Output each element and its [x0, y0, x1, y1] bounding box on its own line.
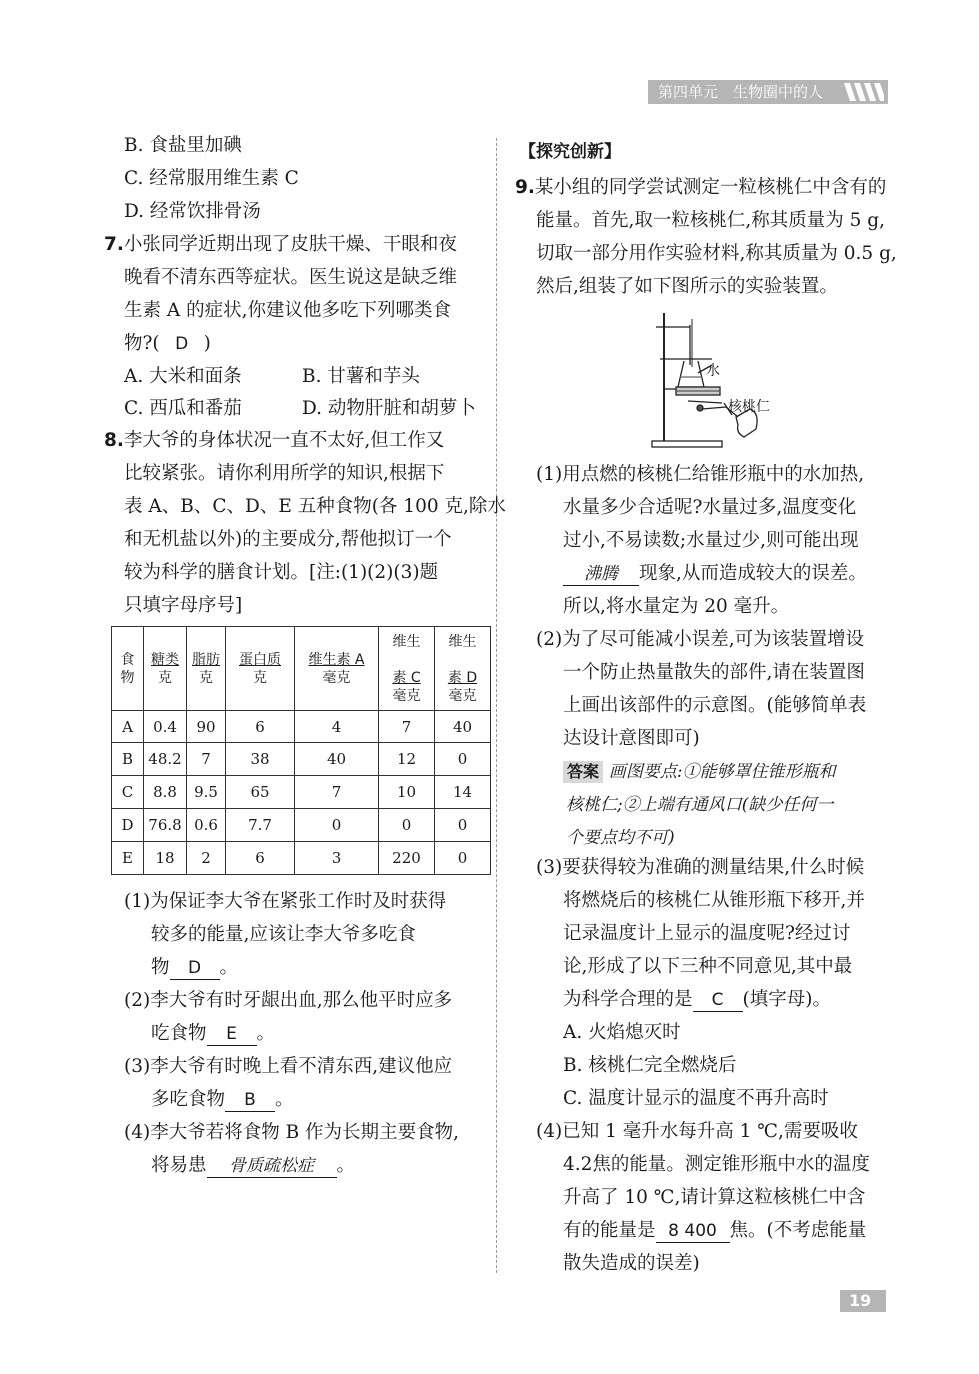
q9-line-2: 能量。首先,取一粒核桃仁,称其质量为 5 g,: [536, 210, 886, 231]
q9-sub1-answer: 沸腾: [563, 563, 639, 586]
table-row: A 0.4 90 6 4 7 40: [112, 711, 491, 743]
header-sugar: 糖类 克: [144, 627, 187, 711]
q9-sub4-answer: 8 400: [656, 1220, 730, 1243]
q9-sub1-line-5: 所以,将水量定为 20 毫升。: [563, 596, 790, 617]
q9-sub3-line-1: (3)要获得较为准确的测量结果,什么时候: [536, 857, 865, 878]
q9-sub4-line-2: 4.2焦的能量。测定锥形瓶中水的温度: [563, 1154, 870, 1175]
q9-sub1-line-4: 沸腾 现象,从而造成较大的误差。: [563, 562, 867, 586]
figure-label-water: 水: [706, 363, 720, 379]
q9-sub4-line-5: 散失造成的误差): [563, 1253, 700, 1274]
q7-option-c: C. 西瓜和番茄: [124, 398, 242, 419]
figure-label-walnut: 核桃仁: [728, 399, 770, 415]
q8-line-4: 和无机盐以外)的主要成分,帮他拟订一个: [124, 529, 452, 550]
q9-line-3: 切取一部分用作实验材料,称其质量为 0.5 g,: [536, 243, 897, 264]
q9-sub3-option-a: A. 火焰熄灭时: [563, 1022, 681, 1043]
q7-number: 7.: [104, 234, 124, 255]
q8-number: 8.: [104, 430, 124, 451]
q9-sub1-line-2: 水量多少合适呢?水量过多,温度变化: [563, 497, 857, 518]
food-nutrition-table: [111, 626, 491, 875]
q9-sub3-line-5: 为科学合理的是 C (填字母)。: [563, 989, 831, 1010]
q9-sub1-line-3: 过小,不易读数;水量过少,则可能出现: [563, 530, 859, 551]
q9-sub3-option-b: B. 核桃仁完全燃烧后: [563, 1055, 737, 1076]
header-vitamin-d: 维生 素 D 毫克: [435, 627, 491, 711]
table-row: D 76.8 0.6 7.7 0 0 0: [112, 809, 491, 842]
q9-sub2-line-1: (2)为了尽可能减小误差,可为该装置增设: [536, 629, 865, 650]
unit-header: [648, 80, 888, 104]
q7-option-d: D. 动物肝脏和胡萝卜: [302, 398, 476, 419]
q7-line-3: 生素 A 的症状,你建议他多吃下列哪类食: [124, 300, 452, 321]
q8-sub3-answer: B: [225, 1089, 275, 1112]
q7-answer: D: [175, 334, 189, 354]
q8-sub2-line-2: 吃食物 E 。: [151, 1023, 276, 1044]
q9-line-1: 9.某小组的同学尝试测定一粒核桃仁中含有的: [515, 177, 887, 198]
q8-line-2: 比较紧张。请你利用所学的知识,根据下: [124, 463, 445, 484]
header-food: 食 物: [112, 627, 144, 711]
q8-line-6: 只填字母序号]: [124, 595, 243, 616]
q8-sub3-line-2: 多吃食物 B 。: [151, 1089, 294, 1110]
unit-title: 第四单元 生物圈中的人: [658, 83, 824, 101]
header-vitamin-a: 维生素 A 毫克: [295, 627, 379, 711]
q9-sub3-option-c: C. 温度计显示的温度不再升高时: [563, 1088, 829, 1109]
q8-sub4-line-2: 将易患 骨质疏松症 。: [151, 1155, 356, 1176]
q9-sub4-line-3: 升高了 10 ℃,请计算这粒核桃仁中含: [563, 1187, 866, 1208]
q9-sub3-line-2: 将燃烧后的核桃仁从锥形瓶下移开,并: [563, 890, 865, 911]
q8-sub1-line-3: 物 D 。: [151, 957, 239, 978]
q8-sub4-line-1: (4)李大爷若将食物 B 作为长期主要食物,: [124, 1122, 459, 1143]
q8-sub2-answer: E: [207, 1023, 257, 1046]
q6-option-d: D. 经常饮排骨汤: [124, 201, 261, 222]
q8-sub3-line-1: (3)李大爷有时晚上看不清东西,建议他应: [124, 1056, 453, 1077]
q9-sub3-line-3: 记录温度计上显示的温度呢?经过讨: [563, 923, 851, 944]
slash-decoration-icon: [840, 83, 884, 101]
experiment-apparatus-figure: [640, 305, 790, 455]
q8-line-1: 8.李大爷的身体状况一直不太好,但工作又: [104, 430, 445, 451]
q9-sub2-answer-line-3: 个要点均不可): [566, 828, 675, 848]
table-row: E 18 2 6 3 220 0: [112, 842, 491, 875]
q8-sub4-answer: 骨质疏松症: [207, 1155, 337, 1178]
q7-option-b: B. 甘薯和芋头: [302, 366, 420, 387]
q6-option-b: B. 食盐里加碘: [124, 135, 242, 156]
q7-line-2: 晚看不清东西等症状。医生说这是缺乏维: [124, 267, 458, 288]
answer-label: 答案: [563, 761, 603, 783]
q6-option-c: C. 经常服用维生素 C: [124, 168, 299, 189]
q8-line-5: 较为科学的膳食计划。[注:(1)(2)(3)题: [124, 562, 439, 583]
q9-number: 9.: [515, 177, 535, 198]
q9-sub4-line-4: 有的能量是 8 400 焦。(不考虑能量: [563, 1220, 867, 1241]
column-divider: [496, 138, 497, 1273]
table-row: C 8.8 9.5 65 7 10 14: [112, 776, 491, 809]
q9-sub2-line-2: 一个防止热量散失的部件,请在装置图: [563, 662, 865, 683]
header-protein: 蛋白质 克: [226, 627, 295, 711]
q9-sub2-line-4: 达设计意图即可): [563, 728, 700, 749]
table-row: B 48.2 7 38 40 12 0: [112, 743, 491, 776]
header-fat: 脂肪 克: [187, 627, 226, 711]
q9-sub2-answer-line-1: 答案 画图要点:①能够罩住锥形瓶和: [563, 760, 836, 784]
q7-option-a: A. 大米和面条: [124, 366, 242, 387]
page-number: 19: [840, 1290, 886, 1312]
header-vitamin-c: 维生 素 C 毫克: [379, 627, 435, 711]
q8-sub2-line-1: (2)李大爷有时牙龈出血,那么他平时应多: [124, 990, 453, 1011]
q9-sub2-line-3: 上画出该部件的示意图。(能够简单表: [563, 695, 867, 716]
q9-sub3-line-4: 论,形成了以下三种不同意见,其中最: [563, 956, 853, 977]
q8-sub1-answer: D: [170, 957, 220, 980]
q9-sub2-answer-line-2: 核桃仁;②上端有通风口(缺少任何一: [566, 795, 834, 815]
q9-line-4: 然后,组装了如下图所示的实验装置。: [536, 276, 838, 297]
q7-line-1: 7.小张同学近期出现了皮肤干燥、干眼和夜: [104, 234, 457, 255]
q9-sub1-line-1: (1)用点燃的核桃仁给锥形瓶中的水加热,: [536, 464, 865, 485]
q9-sub3-answer: C: [693, 989, 743, 1012]
q8-line-3: 表 A、B、C、D、E 五种食物(各 100 克,除水: [124, 496, 506, 517]
q9-sub4-line-1: (4)已知 1 毫升水每升高 1 ℃,需要吸收: [536, 1121, 858, 1142]
section-title: 【探究创新】: [519, 142, 621, 162]
q7-line-4: 物?( D ): [124, 333, 211, 354]
q8-sub1-line-1: (1)为保证李大爷在紧张工作时及时获得: [124, 891, 447, 912]
q8-sub1-line-2: 较多的能量,应该让李大爷多吃食: [151, 924, 416, 945]
table-header-row: [112, 627, 491, 711]
